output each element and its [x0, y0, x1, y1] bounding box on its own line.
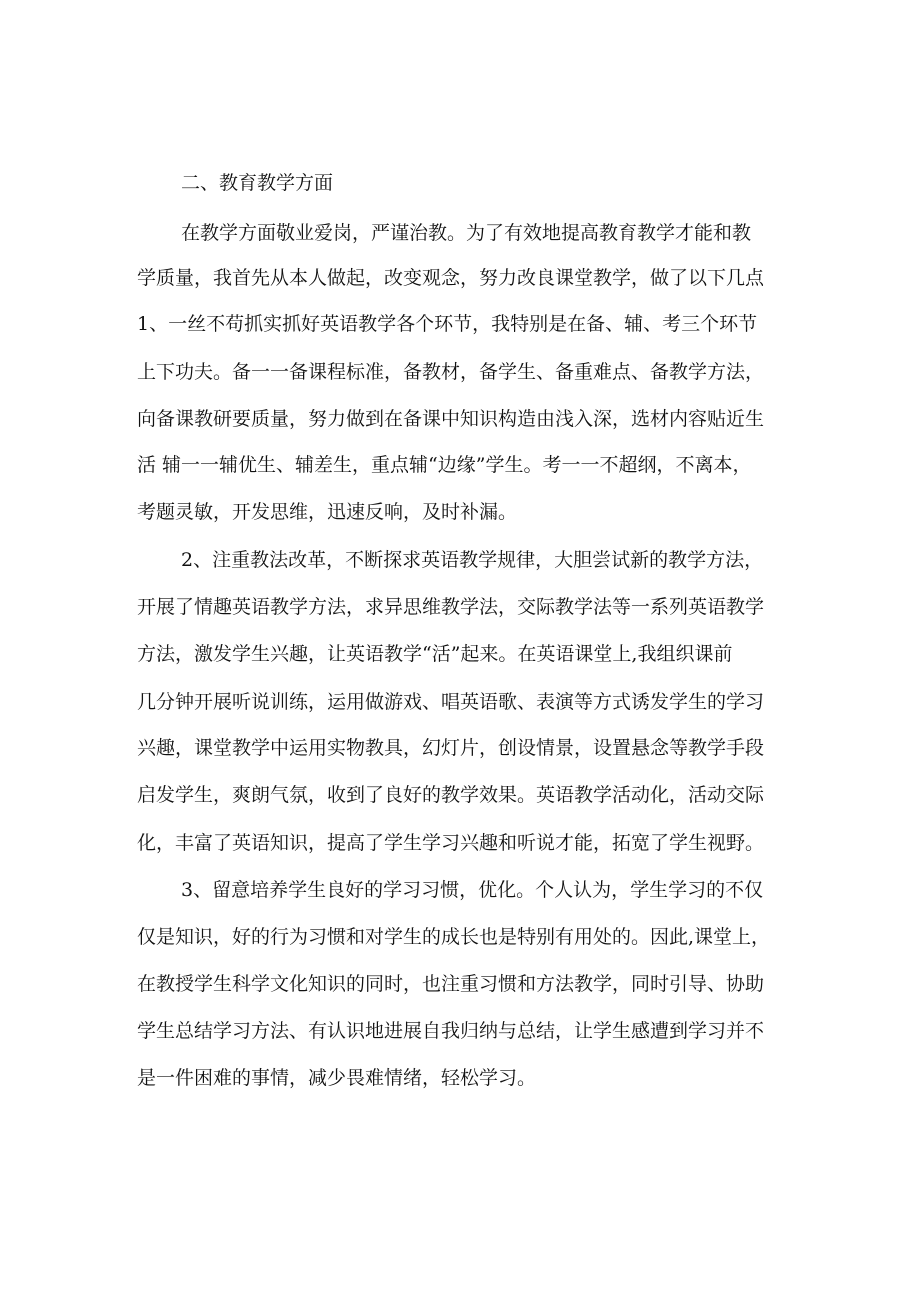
paragraph-line: 在教授学生科学文化知识的同时，也注重习惯和方法教学，同时引导、协助	[137, 973, 765, 995]
paragraph-line: 化，丰富了英语知识，提高了学生学习兴趣和听说才能，拓宽了学生视野。	[137, 832, 765, 854]
paragraph-line: 上下功夫。备一一备课程标准，备教材，备学生、备重难点、备教学方法，	[137, 361, 765, 383]
paragraph-line: 考题灵敏，开发思维，迅速反响，及时补漏。	[137, 501, 518, 523]
paragraph-line: 方法，激发学生兴趣，让英语教学“活”起来。在英语课堂上,我组织课前	[137, 643, 733, 665]
paragraph-line: 开展了情趣英语教学方法，求异思维教学法，交际教学法等一系列英语教学	[137, 596, 765, 618]
paragraph-line: 向备课教研要质量，努力做到在备课中知识构造由浅入深，选材内容贴近生	[137, 408, 765, 430]
paragraph-line: 是一件困难的事情，减少畏难情绪，轻松学习。	[137, 1067, 537, 1089]
paragraph-line: 2、注重教法改革，不断探求英语教学规律，大胆尝试新的教学方法，	[181, 549, 764, 571]
paragraph-line: 启发学生，爽朗气氛，收到了良好的教学效果。英语教学活动化，活动交际	[137, 784, 765, 806]
paragraph-line: 仅是知识，好的行为习惯和对学生的成长也是特别有用处的。因此,课堂上，	[137, 926, 771, 948]
paragraph-line: 学质量，我首先从本人做起，改变观念，努力改良课堂教学，做了以下几点	[137, 267, 765, 289]
paragraph-line: 兴趣，课堂教学中运用实物教具，幻灯片，创设情景，设置悬念等教学手段	[137, 737, 765, 759]
paragraph-line: 3、留意培养学生良好的学习习惯，优化。个人认为，学生学习的不仅	[181, 879, 764, 901]
paragraph-line: 1、一丝不苟抓实抓好英语教学各个环节，我特别是在备、辅、考三个环节	[137, 313, 758, 335]
paragraph-line: 活 辅一一辅优生、辅差生，重点辅“边缘”学生。考一一不超纲，不离本，	[137, 454, 752, 476]
paragraph-line: 学生总结学习方法、有认识地进展自我归纳与总结，让学生感遭到学习并不	[137, 1020, 765, 1042]
paragraph-line: 在教学方面敬业爱岗，严谨治教。为了有效地提高教育教学才能和教	[181, 222, 752, 244]
section-heading: 二、教育教学方面	[181, 172, 334, 194]
paragraph-line: 几分钟开展听说训练，运用做游戏、唱英语歌、表演等方式诱发学生的学习	[137, 691, 765, 713]
